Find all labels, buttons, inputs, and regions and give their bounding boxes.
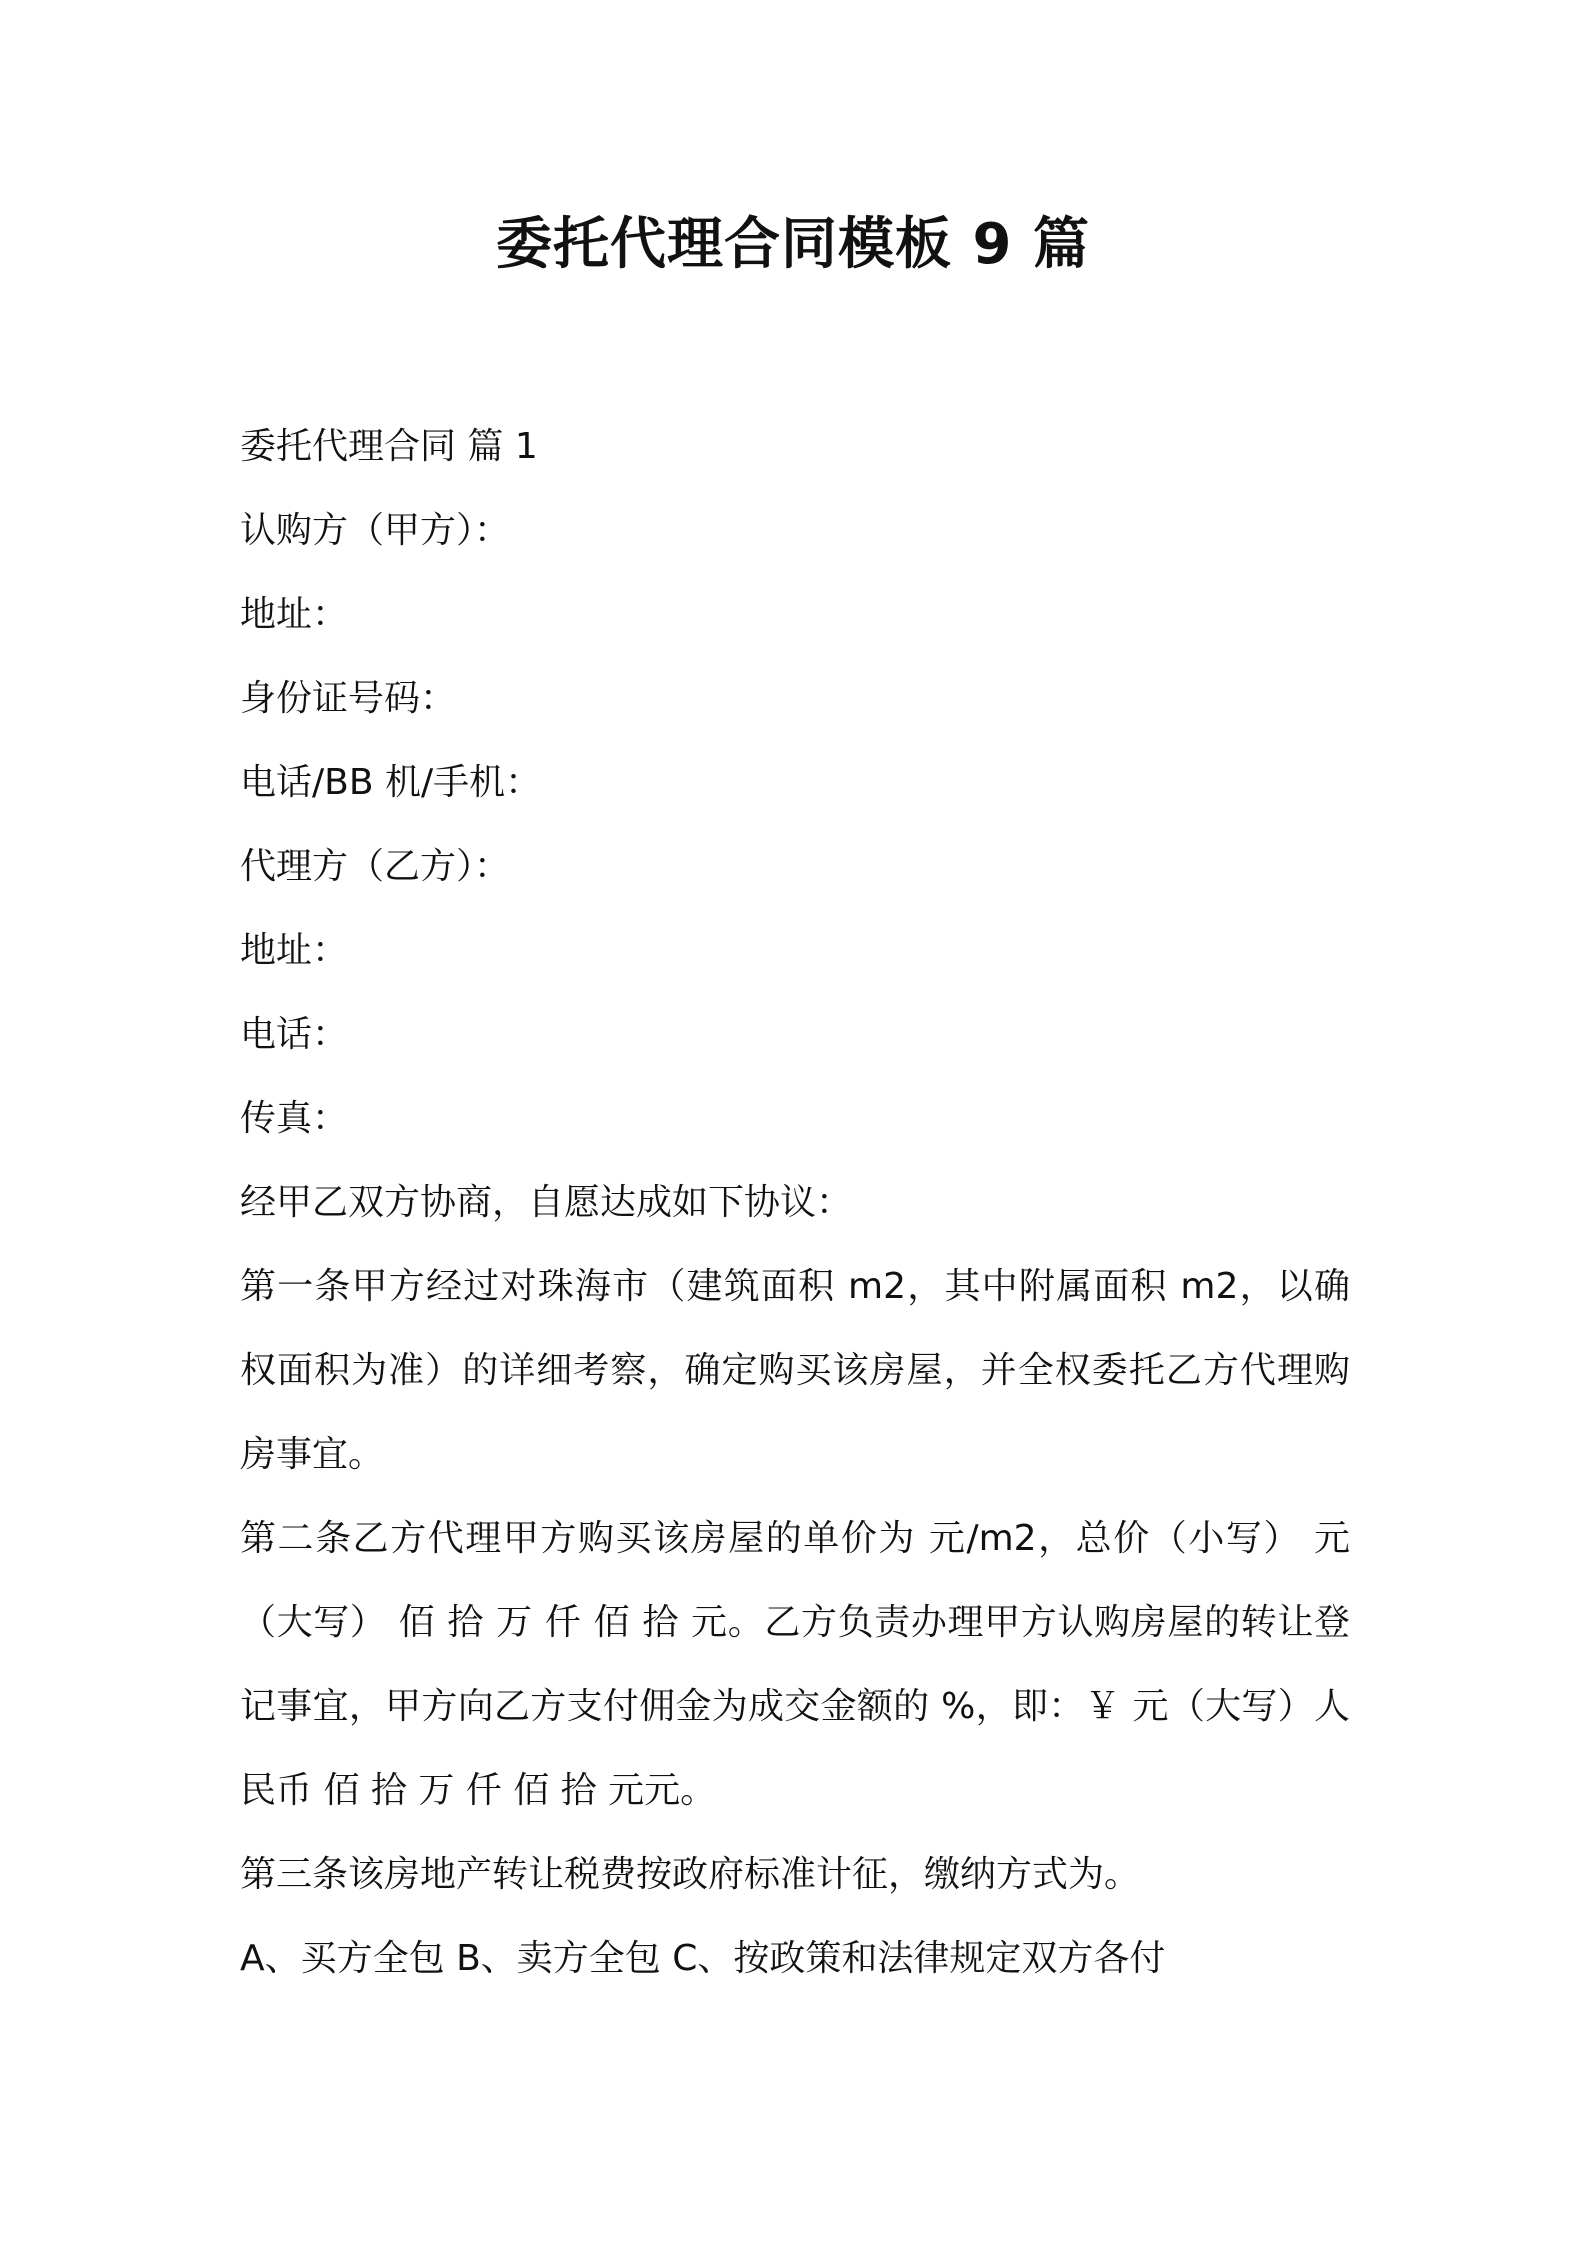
agent-label: 代理方（乙方）： (240, 846, 511, 887)
agreement-intro: 经甲乙双方协商，自愿达成如下协议： (240, 1182, 853, 1223)
section-heading: 委托代理合同 篇 1 (240, 426, 538, 467)
document-title: 委托代理合同模板 9 篇 (496, 212, 1090, 277)
clause-2: 第二条乙方代理甲方购买该房屋的单价为 元/m2，总价（小写） 元（大写） 佰 拾 万 仟 佰 拾 元。乙方负责办理甲方认购房屋的转让登记事宜，甲方向乙方支付佣金为成交金额的 %，即：￥ 元（大写）人民币 佰 拾 万 仟 佰 拾 元元。 (240, 1518, 1350, 1811)
clause-3: 第三条该房地产转让税费按政府标准计征，缴纳方式为。 (240, 1854, 1141, 1895)
document-body (240, 405, 1350, 2001)
id-number-label: 身份证号码： (240, 678, 457, 719)
buyer-label: 认购方（甲方）： (240, 510, 511, 551)
agent-address-label: 地址： (240, 930, 349, 971)
agent-phone-label: 电话： (240, 1014, 349, 1055)
buyer-phone-label: 电话/BB 机/手机： (240, 762, 542, 803)
payment-options: A、买方全包 B、卖方全包 C、按政策和法律规定双方各付 (240, 1938, 1166, 1979)
fax-label: 传真： (240, 1098, 349, 1139)
buyer-address-label: 地址： (240, 594, 349, 635)
clause-1: 第一条甲方经过对珠海市（建筑面积 m2，其中附属面积 m2，以确权面积为准）的详细考察，确定购买该房屋，并全权委托乙方代理购房事宜。 (240, 1266, 1350, 1475)
